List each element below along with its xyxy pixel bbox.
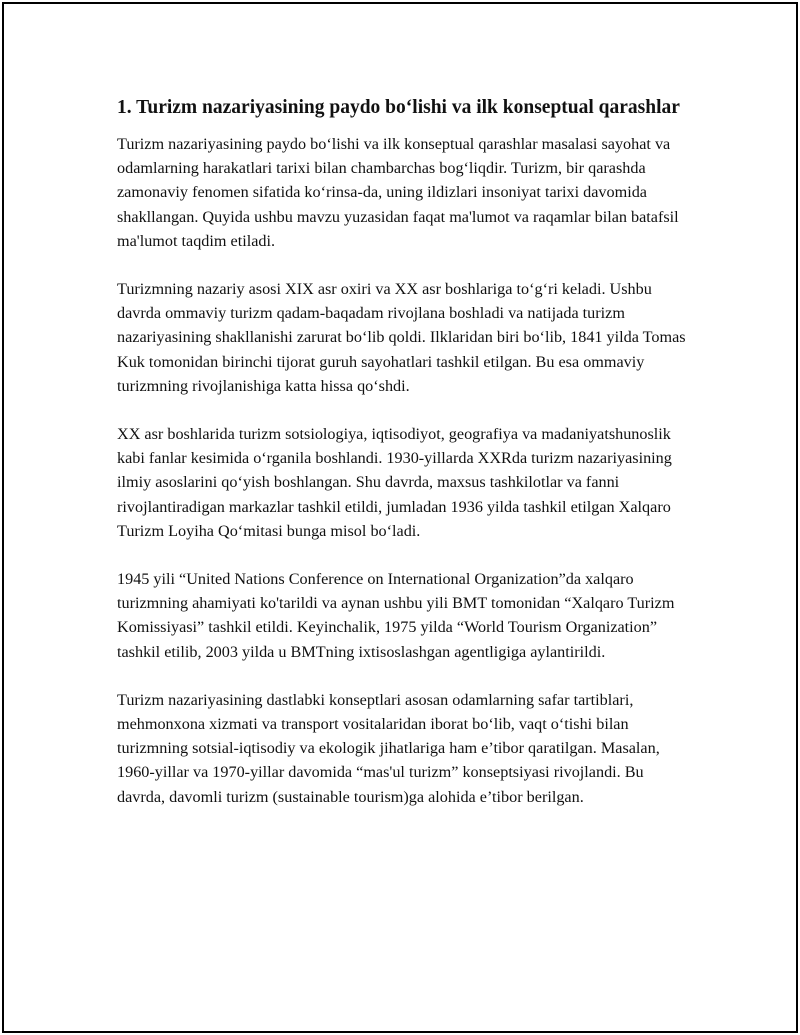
document-body	[117, 94, 687, 833]
section-heading: 1. Turizm nazariyasining paydo bo‘lishi va ilk konseptual qarashlar	[117, 97, 680, 118]
paragraph-2: Turizmning nazariy asosi XIX asr oxiri va XX asr boshlariga to‘g‘ri keladi. Ushbu davrda ommaviy turizm qadam-baqadam rivojlana boshladi va natijada turizm nazariyasining shakllanishi zarurat bo‘lib qoldi. Ilklaridan biri bo‘lib, 1841 yilda Tomas Kuk tomonidan birinchi tijorat guruh sayohatlari tashkil etilgan. Bu esa ommaviy turizmning rivojlanishiga katta hissa qo‘shdi.	[117, 280, 686, 395]
paragraph-3: XX asr boshlarida turizm sotsiologiya, iqtisodiyot, geografiya va madaniyatshunoslik kabi fanlar kesimida o‘rganila boshlandi. 1930-yillarda XXRda turizm nazariyasining ilmiy asoslarini qo‘yish boshlangan. Shu davrda, maxsus tashkilotlar va fanni rivojlantiradigan markazlar tashkil etildi, jumladan 1936 yilda tashkil etilgan Xalqaro Turizm Loyiha Qo‘mitasi bunga misol bo‘ladi.	[117, 425, 672, 540]
paragraph-1: Turizm nazariyasining paydo bo‘lishi va ilk konseptual qarashlar masalasi sayohat va odamlarning harakatlari tarixi bilan chambarchas bog‘liqdir. Turizm, bir qarashda zamonaviy fenomen sifatida ko‘rinsa-da, uning ildizlari insoniyat tarixi davomida shakllangan. Quyida ushbu mavzu yuzasidan faqat ma'lumot va raqamlar bilan batafsil ma'lumot taqdim etiladi.	[117, 135, 679, 250]
paragraph-4: 1945 yili “United Nations Conference on International Organization”da xalqaro turizmning ahamiyati ko'tarildi va aynan ushbu yili BMT tomonidan “Xalqaro Turizm Komissiyasi” tashkil etildi. Keyinchalik, 1975 yilda “World Tourism Organization” tashkil etilib, 2003 yilda u BMTning ixtisoslashgan agentligiga aylantirildi.	[117, 570, 675, 661]
paragraph-5: Turizm nazariyasining dastlabki konseptlari asosan odamlarning safar tartiblari, mehmonxona xizmati va transport vositalaridan iborat bo‘lib, vaqt o‘tishi bilan turizmning sotsial-iqtisodiy va ekologik jihatlariga ham e’tibor qaratilgan. Masalan, 1960-yillar va 1970-yillar davomida “mas'ul turizm” konseptsiyasi rivojlandi. Bu davrda, davomli turizm (sustainable tourism)ga alohida e’tibor berilgan.	[117, 690, 660, 806]
